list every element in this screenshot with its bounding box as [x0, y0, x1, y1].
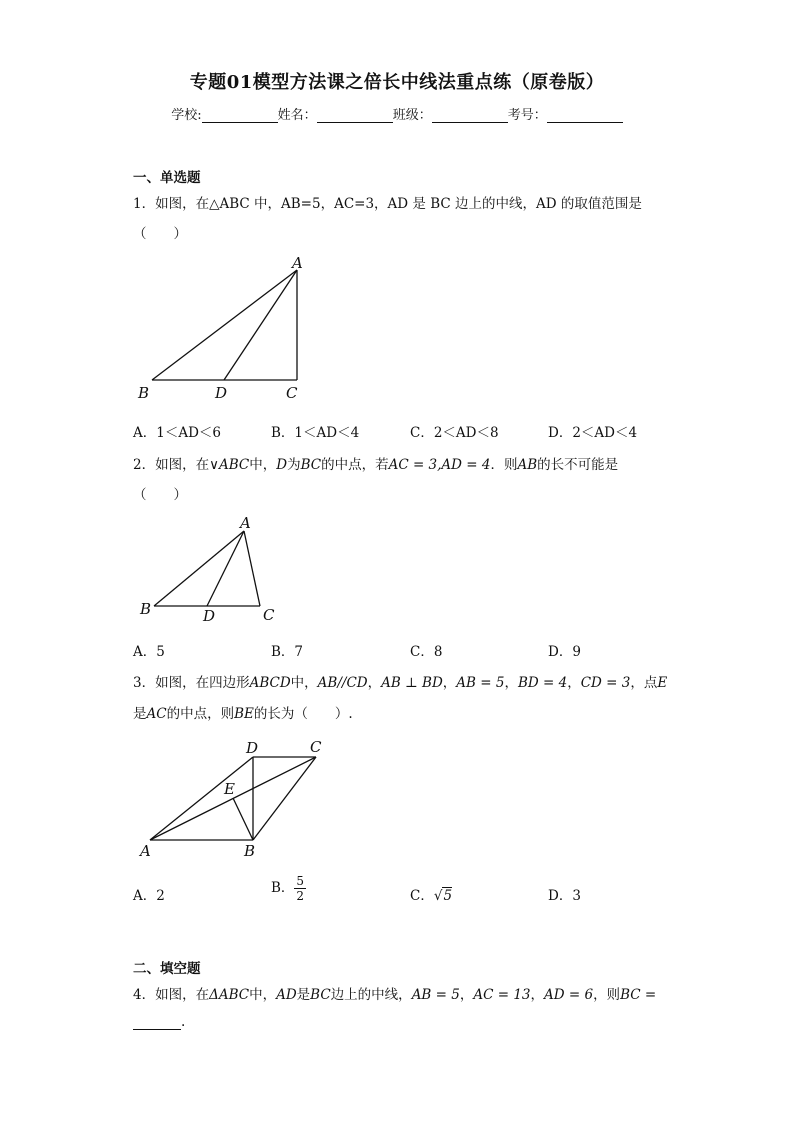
- sqrt-radicand: 5: [443, 888, 453, 904]
- q3-text-a: 3．如图，在四边形: [133, 675, 250, 691]
- q4-text-m: ，则: [593, 987, 621, 1003]
- q3-text-c: 中，: [290, 675, 318, 691]
- question-4-answer-line: [133, 1014, 185, 1030]
- question-2-paren: （ ）: [133, 487, 187, 503]
- q3-label-e: E: [224, 780, 235, 798]
- q4-text-h: AB = 5: [411, 987, 460, 1003]
- q3-option-b[interactable]: [271, 874, 306, 903]
- q4-text-d: AD: [276, 987, 297, 1003]
- q1-option-a[interactable]: A．1＜AD＜6: [133, 425, 222, 441]
- q1-option-b[interactable]: B．1＜AD＜4: [271, 425, 360, 441]
- q3-text-l: CD = 3: [580, 675, 631, 691]
- section-heading-fill-in: 二、填空题: [133, 961, 201, 977]
- q2-label-a: A: [240, 514, 251, 532]
- q1-label-c: C: [286, 384, 298, 402]
- q4-text-k: ，: [530, 987, 544, 1003]
- q2-option-c[interactable]: C．8: [410, 644, 443, 660]
- q2-text-k: 的长不可能是: [537, 457, 619, 473]
- q4-text-j: AC = 13: [473, 987, 531, 1003]
- q3-label-c: C: [310, 738, 322, 756]
- q3-text-d: AB//CD: [317, 675, 368, 691]
- q2-option-d[interactable]: D．9: [548, 644, 581, 660]
- q4-text-a: 4．如图，在: [133, 987, 210, 1003]
- q2-text-g: 的中点，若: [321, 457, 389, 473]
- q3-option-c-prefix: C．: [410, 888, 434, 904]
- sqrt-symbol: √: [433, 888, 443, 904]
- q3-text-m: ，点: [630, 675, 658, 691]
- name-label: 姓名：: [277, 108, 317, 123]
- q3-text-line2-d: BE: [234, 706, 254, 722]
- q2-text-h: AC = 3,AD = 4: [388, 457, 491, 473]
- number-label: 考号：: [507, 108, 547, 123]
- q3-label-a: A: [140, 842, 151, 860]
- q3-label-d: D: [246, 739, 259, 757]
- q1-option-d[interactable]: D．2＜AD＜4: [548, 425, 638, 441]
- q2-text-d: D: [276, 457, 288, 473]
- q1-label-a: A: [292, 254, 303, 272]
- q2-label-d: D: [203, 607, 216, 625]
- q3-text-b: ABCD: [249, 675, 291, 691]
- q3-text-line2-e: 的长为（ ）.: [253, 706, 353, 722]
- q3-option-c[interactable]: [410, 884, 452, 904]
- q2-text-f: BC: [300, 457, 322, 473]
- question-1-paren: （ ）: [133, 226, 187, 242]
- q3-text-h: AB = 5: [456, 675, 505, 691]
- q1-label-d: D: [215, 384, 228, 402]
- q4-text-i: ，: [459, 987, 474, 1003]
- q2-label-c: C: [263, 606, 275, 624]
- q4-text-l: AD = 6: [544, 987, 594, 1003]
- q3-label-b: B: [244, 842, 256, 860]
- q3-text-e: ，: [367, 675, 382, 691]
- q3-option-b-prefix: B．: [271, 880, 295, 896]
- q2-text-e: 为: [287, 457, 301, 473]
- q3-option-b-numerator: 5: [296, 874, 305, 888]
- q4-text-f: BC: [310, 987, 331, 1003]
- q3-option-b-denominator: 2: [296, 889, 305, 903]
- q3-text-f: AB ⊥ BD: [381, 675, 443, 691]
- q2-text-i: ．则: [490, 457, 518, 473]
- q3-option-d[interactable]: D．3: [548, 888, 581, 904]
- q1-label-b: B: [138, 384, 150, 402]
- q2-text-c: 中，: [249, 457, 277, 473]
- q3-text-k: ，: [567, 675, 581, 691]
- school-label: 学校:: [171, 108, 202, 123]
- q2-label-b: B: [140, 600, 152, 618]
- q3-text-line2-b: AC: [146, 706, 167, 722]
- q4-text-g: 边上的中线，: [330, 987, 412, 1003]
- q3-text-g: ，: [442, 675, 457, 691]
- question-4-text-line1: [133, 983, 656, 1003]
- class-label: 班级：: [392, 108, 432, 123]
- q3-option-b-fraction: [294, 874, 306, 903]
- q2-text-b: ∨ABC: [209, 457, 250, 473]
- q3-text-i: ，: [504, 675, 518, 691]
- q4-answer-blank[interactable]: [133, 1017, 181, 1030]
- q2-text-a: 2．如图，在: [133, 457, 210, 473]
- q3-text-j: BD = 4: [517, 675, 568, 691]
- q3-option-a[interactable]: A．2: [133, 888, 165, 904]
- q4-text-c: 中，: [249, 987, 277, 1003]
- q2-option-b[interactable]: B．7: [271, 644, 304, 660]
- q4-period: .: [181, 1014, 186, 1030]
- q4-text-b: ΔABC: [209, 987, 250, 1003]
- q2-option-a[interactable]: A．5: [133, 644, 165, 660]
- q3-text-line2-c: 的中点，则: [166, 706, 235, 722]
- question-1-text: 1．如图，在△ABC 中，AB=5，AC=3，AD 是 BC 边上的中线，AD 的取值范围是: [133, 196, 642, 212]
- q1-option-c[interactable]: C．2＜AD＜8: [410, 425, 499, 441]
- q3-option-c-sqrt: [434, 887, 452, 904]
- section-heading-single-choice: 一、单选题: [133, 170, 201, 186]
- page-title: 专题01模型方法课之倍长中线法重点练（原卷版）: [189, 72, 605, 93]
- q3-text-n: E: [657, 675, 668, 691]
- q3-text-line2-a: 是: [133, 706, 147, 722]
- q2-text-j: AB: [517, 457, 538, 473]
- q4-text-n: BC =: [620, 987, 657, 1003]
- q4-text-e: 是: [296, 987, 311, 1003]
